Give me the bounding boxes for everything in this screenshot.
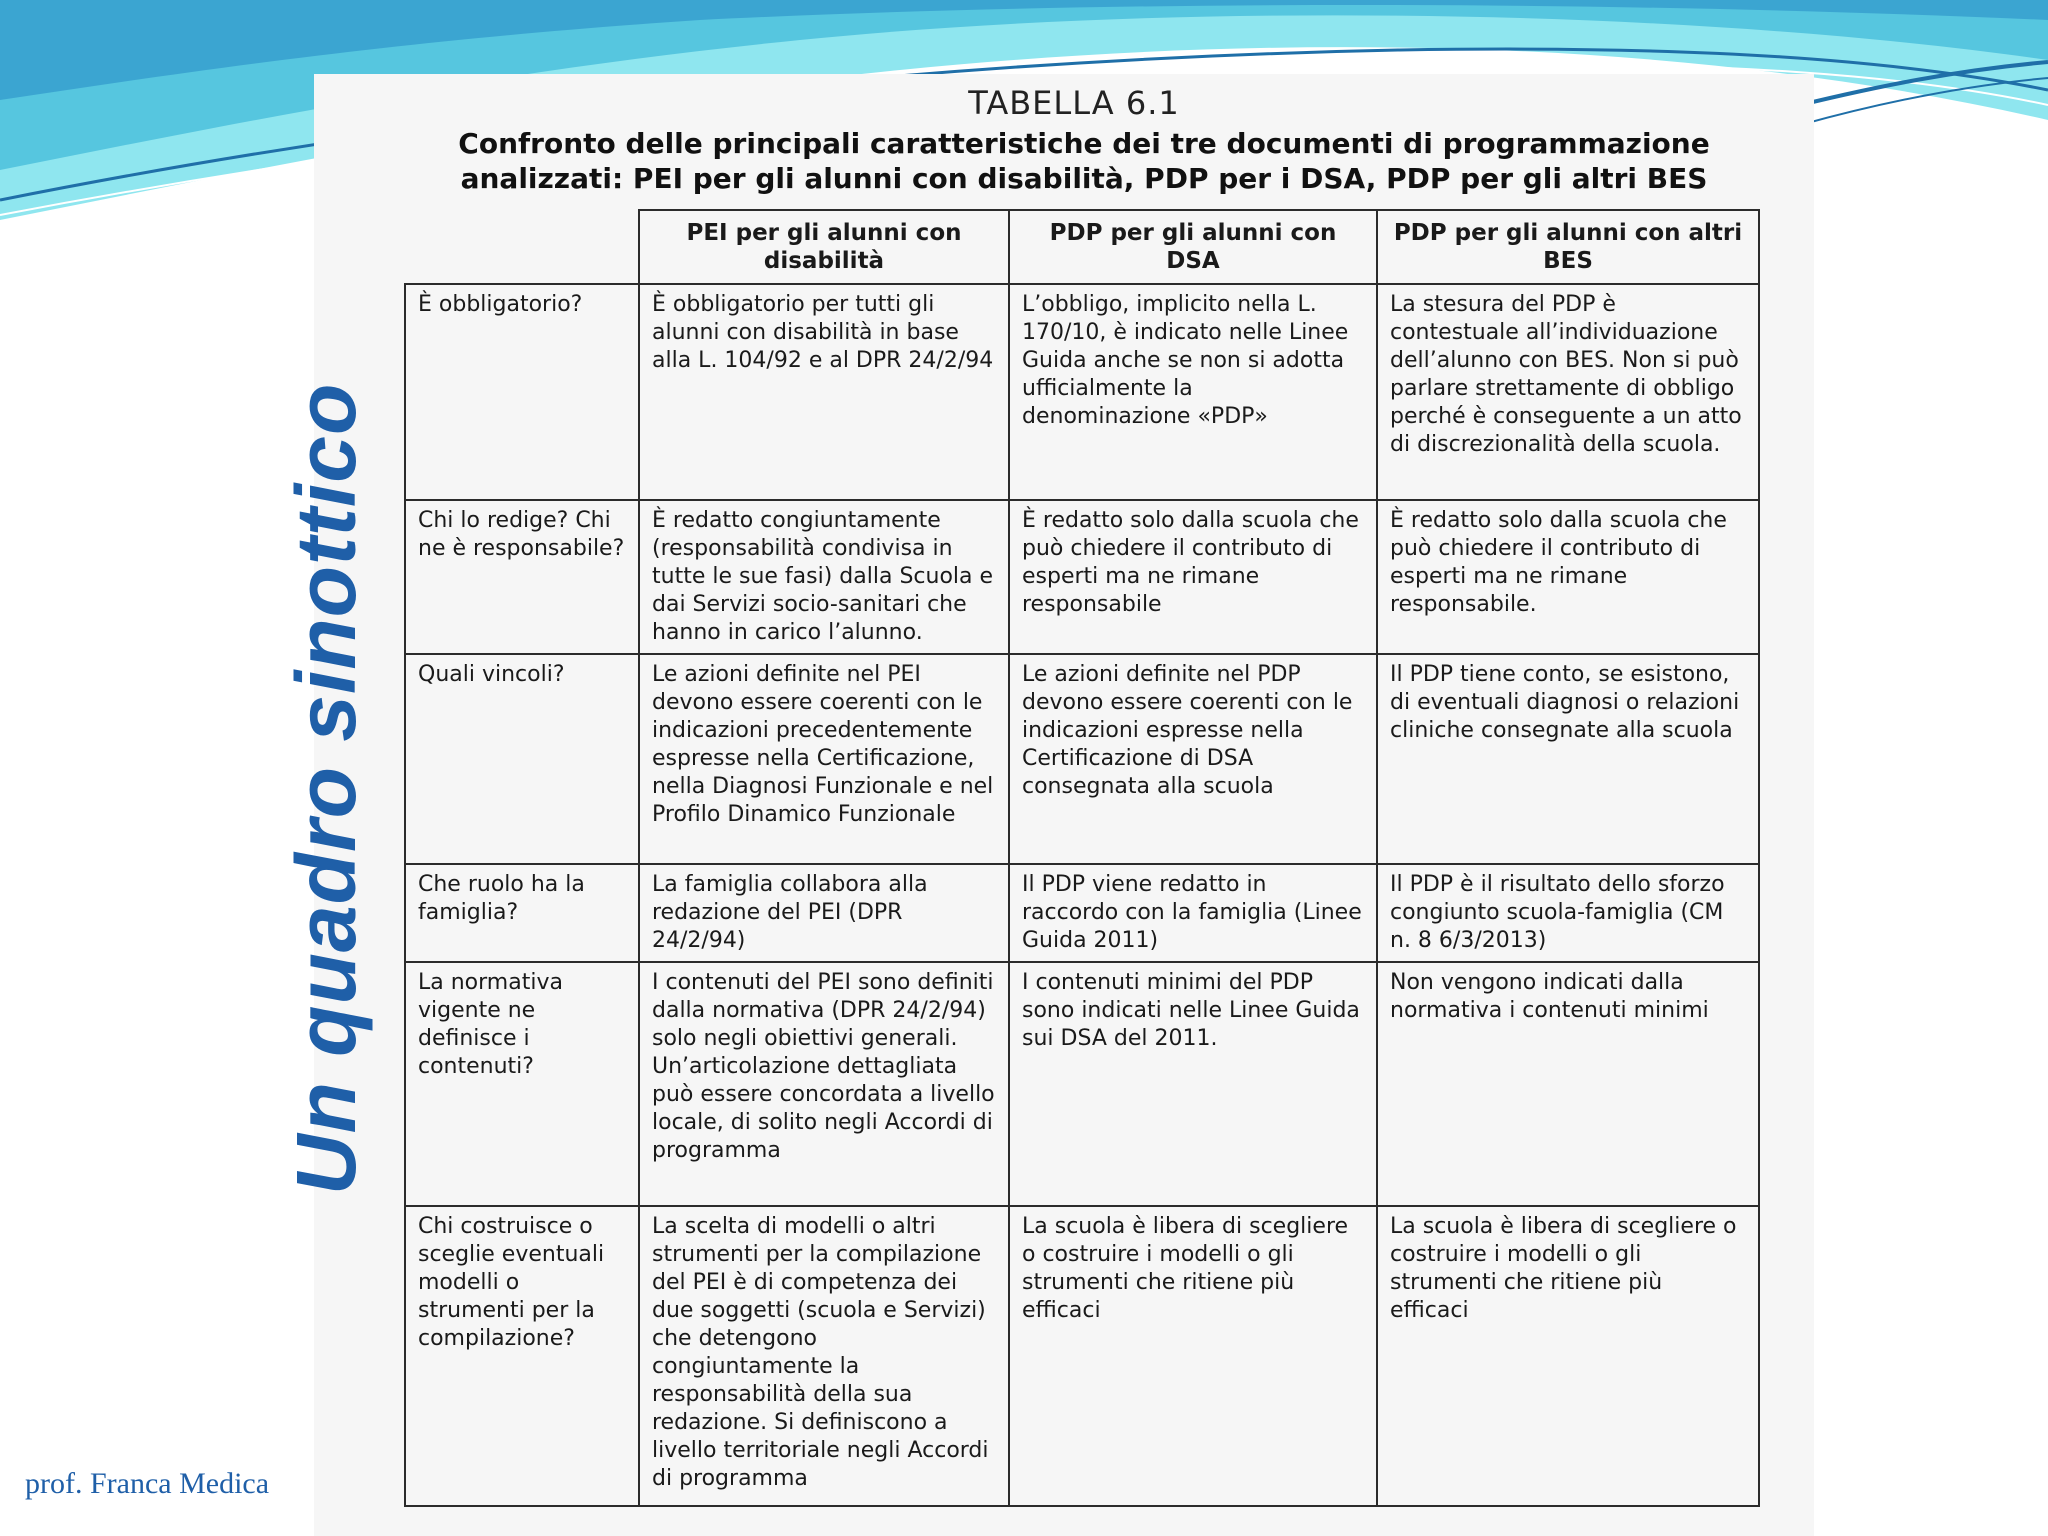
- row-question: Che ruolo ha la famiglia?: [405, 864, 639, 962]
- column-header-pdp-bes: PDP per gli alunni con altri BES: [1377, 210, 1759, 284]
- scanned-table-document: [314, 74, 1814, 1536]
- cell-pdp-dsa: La scuola è libera di scegliere o costruire i modelli o gli strumenti che ritiene più efficaci: [1009, 1206, 1377, 1506]
- table-header-row: [405, 210, 1759, 284]
- table-row: [405, 864, 1759, 962]
- table-row: [405, 1206, 1759, 1506]
- table-row: [405, 962, 1759, 1206]
- cell-pdp-bes: Il PDP tiene conto, se esistono, di eventuali diagnosi o relazioni cliniche consegnate alla scuola: [1377, 654, 1759, 864]
- cell-pdp-bes: La scuola è libera di scegliere o costruire i modelli o gli strumenti che ritiene più efficaci: [1377, 1206, 1759, 1506]
- table-row: [405, 500, 1759, 654]
- slide-title: Un quadro sinottico: [279, 382, 373, 1195]
- cell-pdp-dsa: I contenuti minimi del PDP sono indicati nelle Linee Guida sui DSA del 2011.: [1009, 962, 1377, 1206]
- cell-pdp-bes: Il PDP è il risultato dello sforzo congiunto scuola-famiglia (CM n. 8 6/3/2013): [1377, 864, 1759, 962]
- column-header-pei: PEI per gli alunni con disabilità: [639, 210, 1009, 284]
- cell-pei: È redatto congiuntamente (responsabilità condivisa in tutte le sue fasi) dalla Scuola e dai Servizi socio-sanitari che hanno in carico l’alunno.: [639, 500, 1009, 654]
- comparison-table: [404, 209, 1760, 1507]
- table-number: TABELLA 6.1: [968, 84, 1180, 122]
- header-empty-cell: [405, 210, 639, 284]
- cell-pdp-dsa: Il PDP viene redatto in raccordo con la famiglia (Linee Guida 2011): [1009, 864, 1377, 962]
- table-row: [405, 284, 1759, 500]
- column-header-pdp-dsa: PDP per gli alunni con DSA: [1009, 210, 1377, 284]
- cell-pei: I contenuti del PEI sono definiti dalla normativa (DPR 24/2/94) solo negli obiettivi generali. Un’articolazione dettagliata può essere concordata a livello locale, di solito negli Accordi di programma: [639, 962, 1009, 1206]
- cell-pdp-bes: È redatto solo dalla scuola che può chiedere il contributo di esperti ma ne rimane responsabile.: [1377, 500, 1759, 654]
- cell-pdp-bes: La stesura del PDP è contestuale all’individuazione dell’alunno con BES. Non si può parlare strettamente di obbligo perché è conseguente a un atto di discrezionalità della scuola.: [1377, 284, 1759, 500]
- document-heading: [314, 84, 1814, 196]
- cell-pei: Le azioni definite nel PEI devono essere coerenti con le indicazioni precedentemente espresse nella Certificazione, nella Diagnosi Funzionale e nel Profilo Dinamico Funzionale: [639, 654, 1009, 864]
- table-row: [405, 654, 1759, 864]
- cell-pei: La famiglia collabora alla redazione del PEI (DPR 24/2/94): [639, 864, 1009, 962]
- author-footer: prof. Franca Medica: [25, 1467, 270, 1500]
- cell-pdp-dsa: L’obbligo, implicito nella L. 170/10, è indicato nelle Linee Guida anche se non si adotta ufficialmente la denominazione «PDP»: [1009, 284, 1377, 500]
- table-caption: Confronto delle principali caratteristiche dei tre documenti di programmazione analizzati: PEI per gli alunni con disabilità, PDP per i DSA, PDP per gli altri BES: [458, 127, 1710, 195]
- cell-pei: La scelta di modelli o altri strumenti per la compilazione del PEI è di competenza dei due soggetti (scuola e Servizi) che detengono congiuntamente la responsabilità della sua redazione. Si definiscono a livello territoriale negli Accordi di programma: [639, 1206, 1009, 1506]
- row-question: Quali vincoli?: [405, 654, 639, 864]
- cell-pdp-dsa: Le azioni definite nel PDP devono essere coerenti con le indicazioni espresse nella Certificazione di DSA consegnata alla scuola: [1009, 654, 1377, 864]
- row-question: È obbligatorio?: [405, 284, 639, 500]
- cell-pei: È obbligatorio per tutti gli alunni con disabilità in base alla L. 104/92 e al DPR 24/2/94: [639, 284, 1009, 500]
- row-question: Chi lo redige? Chi ne è responsabile?: [405, 500, 639, 654]
- row-question: La normativa vigente ne definisce i contenuti?: [405, 962, 639, 1206]
- row-question: Chi costruisce o sceglie eventuali modelli o strumenti per la compilazione?: [405, 1206, 639, 1506]
- cell-pdp-dsa: È redatto solo dalla scuola che può chiedere il contributo di esperti ma ne rimane responsabile: [1009, 500, 1377, 654]
- cell-pdp-bes: Non vengono indicati dalla normativa i contenuti minimi: [1377, 962, 1759, 1206]
